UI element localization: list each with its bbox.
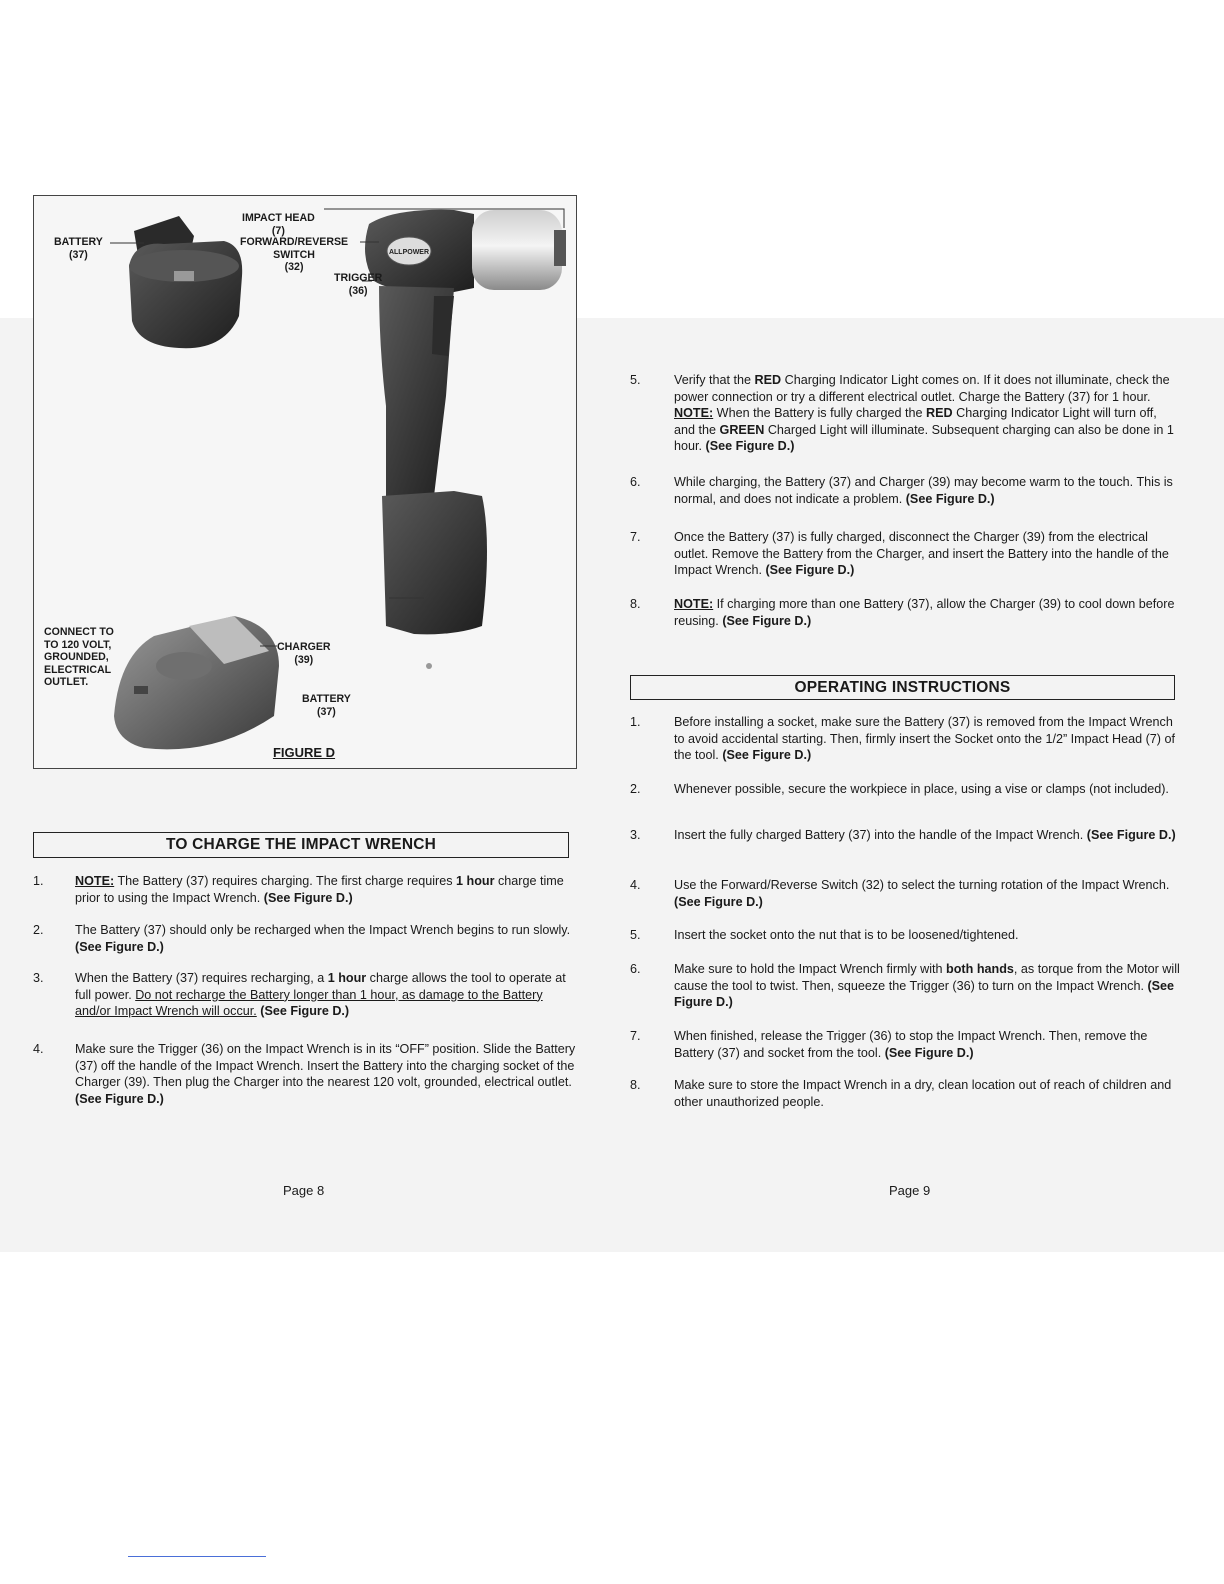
text-run: (See Figure D.) bbox=[705, 439, 795, 454]
text-run: Make sure to hold the Impact Wrench firmly with bbox=[674, 962, 947, 976]
text-run: Before installing a socket, make sure the Battery (37) is removed from the Impact Wrench to avoid accidental starting. Then, firmly insert the Socket onto the 1/2” Impact Head (7) of the tool. bbox=[674, 715, 1175, 763]
text-run: Insert the socket onto the nut that is to be loosened/tightened. bbox=[674, 928, 1019, 942]
list-item bbox=[33, 970, 578, 1020]
item-text bbox=[674, 596, 1180, 629]
list-item bbox=[630, 529, 1180, 579]
label-text: FORWARD/REVERSE SWITCH (32) bbox=[240, 236, 349, 273]
text-run: (See Figure D.) bbox=[674, 894, 763, 909]
label-trigger bbox=[334, 272, 382, 297]
text-run: RED bbox=[926, 406, 953, 421]
text-run: NOTE: bbox=[674, 597, 714, 611]
text-run: (See Figure D.) bbox=[765, 563, 855, 578]
list-item bbox=[630, 781, 1180, 798]
item-number: 4. bbox=[630, 878, 641, 892]
text-run: charge allows the tool to operate at full power. bbox=[75, 971, 566, 1002]
text-run: , as torque from the Motor will cause the tool to twist. Then, squeeze the Trigger (36) to turn on the Impact Wrench. bbox=[674, 962, 1180, 993]
text-run: both hands bbox=[946, 962, 1014, 976]
text-run: (See Figure D.) bbox=[1086, 828, 1176, 842]
item-text bbox=[674, 1028, 1180, 1061]
item-number: 6. bbox=[630, 962, 641, 976]
label-text: BATTERY (37) bbox=[302, 693, 351, 718]
figure-d-illustration bbox=[34, 196, 576, 768]
text-run: Make sure the Trigger (36) on the Impact Wrench is in its “OFF” position. Slide the Battery (37) off the handle of the Impact Wrench. Insert the Battery into the charging socket of the Charger (39). Then plug the Charger into the nearest 120 volt, grounded, electrical outlet. bbox=[75, 1042, 576, 1090]
text-run: Charging Indicator Light comes on. If it does not illuminate, check the power connection or try a different electrical outlet. Charge the Battery (37) for 1 hour. bbox=[674, 373, 1170, 404]
text-run: (See Figure D.) bbox=[75, 939, 164, 954]
text-run: Charged Light will illuminate. Subsequent charging can also be done in 1 hour. bbox=[674, 422, 1174, 454]
label-text: IMPACT HEAD (7) bbox=[242, 212, 315, 237]
label-text: TRIGGER (36) bbox=[334, 272, 383, 297]
footer-link-underline bbox=[128, 1556, 266, 1557]
charger-illustration bbox=[114, 616, 279, 749]
list-item bbox=[630, 877, 1180, 910]
text-run: (See Figure D.) bbox=[674, 978, 1175, 1010]
text-run: (See Figure D.) bbox=[905, 491, 995, 506]
item-number: 4. bbox=[33, 1042, 44, 1056]
item-number: 2. bbox=[630, 782, 641, 796]
item-text bbox=[75, 922, 578, 955]
list-item bbox=[630, 827, 1180, 844]
item-number: 7. bbox=[630, 530, 641, 544]
text-run: RED bbox=[754, 373, 782, 387]
item-text bbox=[674, 372, 1180, 455]
text-run: If charging more than one Battery (37), allow the Charger (39) to cool down before reusing. bbox=[674, 597, 1175, 628]
item-number: 2. bbox=[33, 923, 44, 937]
list-item bbox=[630, 372, 1180, 455]
label-charger bbox=[277, 641, 331, 666]
item-number: 6. bbox=[630, 475, 641, 489]
text-run: NOTE: bbox=[75, 874, 115, 888]
list-item bbox=[630, 1028, 1180, 1061]
text-run: When finished, release the Trigger (36) to stop the Impact Wrench. Then, remove the Battery (37) and socket from the tool. bbox=[674, 1029, 1148, 1060]
item-number: 5. bbox=[630, 928, 641, 942]
figure-caption: FIGURE D bbox=[272, 745, 336, 760]
label-battery-top bbox=[54, 236, 103, 261]
text-run: Do not recharge the Battery longer than 1 hour, as damage to the Battery and/or Impact Wrench will occur. bbox=[75, 987, 543, 1019]
section-title-charge: TO CHARGE THE IMPACT WRENCH bbox=[33, 832, 569, 858]
list-item bbox=[630, 927, 1180, 944]
item-text bbox=[75, 970, 578, 1020]
item-text bbox=[674, 474, 1180, 507]
label-text: CHARGER (39) bbox=[277, 641, 331, 666]
label-forward-reverse-switch bbox=[240, 236, 348, 274]
item-text bbox=[674, 1077, 1180, 1110]
item-text bbox=[674, 927, 1180, 944]
list-item bbox=[630, 596, 1180, 629]
label-battery-bottom bbox=[302, 693, 351, 718]
text-run: Use the Forward/Reverse Switch (32) to select the turning rotation of the Impact Wrench. bbox=[674, 878, 1170, 892]
item-text bbox=[75, 1041, 578, 1107]
item-number: 8. bbox=[630, 1078, 641, 1092]
list-item bbox=[630, 474, 1180, 507]
item-number: 8. bbox=[630, 597, 641, 611]
text-run: Verify that the bbox=[674, 373, 755, 387]
page-number-left: Page 8 bbox=[283, 1183, 325, 1198]
item-text bbox=[674, 781, 1180, 798]
text-run: (See Figure D.) bbox=[884, 1045, 974, 1060]
item-text bbox=[674, 827, 1180, 844]
text-run: When the Battery (37) requires recharging, a bbox=[75, 971, 328, 985]
text-run: (See Figure D.) bbox=[263, 890, 353, 905]
section-title-operating: OPERATING INSTRUCTIONS bbox=[630, 675, 1175, 700]
label-text: CONNECT TO TO 120 VOLT, GROUNDED, ELECTRICAL OUTLET. bbox=[44, 626, 114, 688]
item-text bbox=[674, 961, 1180, 1011]
text-run: (See Figure D.) bbox=[722, 748, 812, 763]
list-item bbox=[33, 873, 578, 906]
item-number: 3. bbox=[630, 828, 641, 842]
text-run: Make sure to store the Impact Wrench in a dry, clean location out of reach of children and other unauthorized people. bbox=[674, 1078, 1172, 1109]
item-text bbox=[674, 714, 1180, 764]
label-impact-head bbox=[242, 212, 315, 237]
item-text bbox=[674, 529, 1180, 579]
label-connect-outlet bbox=[44, 626, 114, 689]
text-run: 1 hour bbox=[456, 874, 495, 888]
allpower-logo: ALLPOWER bbox=[388, 249, 430, 256]
text-run: (See Figure D.) bbox=[260, 1004, 350, 1019]
text-run: While charging, the Battery (37) and Charger (39) may become warm to the touch. This is normal, and does not indicate a problem. bbox=[674, 475, 1173, 506]
list-item bbox=[33, 922, 578, 955]
figure-d bbox=[33, 195, 577, 769]
list-item bbox=[33, 1041, 578, 1107]
text-run: When the Battery is fully charged the bbox=[713, 406, 926, 421]
text-run: Once the Battery (37) is fully charged, disconnect the Charger (39) from the electrical outlet. Remove the Battery from the Charger, and insert the Battery into the handle of the Impact Wrench. bbox=[674, 530, 1169, 578]
page-number-right: Page 9 bbox=[889, 1183, 931, 1198]
item-text bbox=[674, 877, 1180, 910]
item-number: 1. bbox=[630, 715, 641, 729]
item-number: 7. bbox=[630, 1029, 641, 1043]
list-item bbox=[630, 961, 1180, 1011]
item-number: 5. bbox=[630, 373, 641, 387]
list-item bbox=[630, 1077, 1180, 1110]
battery-top-illustration bbox=[129, 216, 242, 348]
text-run: The Battery (37) requires charging. The first charge requires bbox=[114, 874, 457, 888]
text-run: GREEN bbox=[719, 422, 765, 437]
list-item bbox=[630, 714, 1180, 764]
label-text: BATTERY (37) bbox=[54, 236, 103, 261]
text-run: charge time prior to using the Impact Wrench. bbox=[75, 874, 564, 905]
text-run: (See Figure D.) bbox=[722, 613, 812, 628]
text-run: 1 hour bbox=[327, 971, 367, 985]
item-number: 3. bbox=[33, 971, 44, 985]
text-run: The Battery (37) should only be recharged when the Impact Wrench begins to run slowly. bbox=[75, 923, 571, 937]
text-run: Whenever possible, secure the workpiece in place, using a vise or clamps (not included). bbox=[674, 782, 1169, 796]
text-run: Charging Indicator Light will turn off, and the bbox=[674, 406, 1157, 437]
item-number: 1. bbox=[33, 874, 44, 888]
text-run: (See Figure D.) bbox=[75, 1091, 164, 1106]
item-text bbox=[75, 873, 578, 906]
impact-wrench-illustration bbox=[365, 210, 566, 669]
text-run: Insert the fully charged Battery (37) into the handle of the Impact Wrench. bbox=[674, 828, 1087, 842]
text-run: NOTE: bbox=[674, 406, 714, 421]
